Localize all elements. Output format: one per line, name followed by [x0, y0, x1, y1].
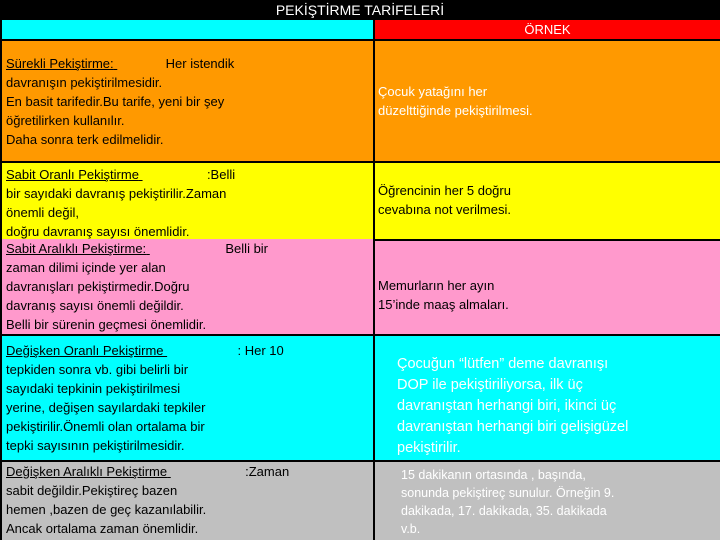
row-continuous-example: [375, 41, 720, 161]
row-continuous-definition: [2, 41, 373, 161]
row-fixed-ratio-example: [375, 163, 720, 239]
definition-line: önemli değil,: [6, 205, 79, 220]
term-variable-ratio: Değişken Oranlı Pekiştirme: [6, 343, 164, 358]
example-line: cevabına not verilmesi.: [378, 202, 511, 217]
definition-line: yerine, değişen sayılardaki tepkiler: [6, 400, 206, 415]
example-line: dakikada, 17. dakikada, 35. dakikada: [401, 504, 607, 518]
definition-lead: Belli bir: [225, 241, 269, 256]
example-line: pekiştirilir.: [397, 440, 461, 456]
definition-line: davranış sayısı önemli değildir.: [6, 298, 184, 313]
definition-line: tepki sayısının pekiştirilmesidir.: [6, 438, 185, 453]
definition-line: tepkiden sonra vb. gibi belirli bir: [6, 362, 189, 377]
definition-line: öğretilirken kullanılır.: [6, 113, 125, 128]
definition-lead: Her istendik: [165, 56, 235, 71]
example-line: Memurların her ayın: [378, 278, 495, 293]
definition-line: pekiştirilir.Önemli olan ortalama bir: [6, 419, 205, 434]
row-fixed-ratio-definition: [2, 163, 373, 239]
definition-line: Daha sonra terk edilmelidir.: [6, 132, 164, 147]
definition-lead: :Zaman: [245, 464, 290, 479]
definition-line: sayıdaki tepkinin pekiştirilmesi: [6, 381, 181, 396]
definition-line: En basit tarifedir.Bu tarife, yeni bir şey: [6, 94, 225, 109]
example-line: 15’inde maaş almaları.: [378, 297, 509, 312]
definition-line: Belli bir sürenin geçmesi önemlidir.: [6, 317, 207, 332]
definition-line: Ancak ortalama zaman önemlidir.: [6, 521, 199, 536]
term-continuous: Sürekli Pekiştirme:: [6, 56, 114, 71]
row-fixed-interval-example: [375, 241, 720, 334]
example-line: Öğrencinin her 5 doğru: [378, 183, 511, 198]
definition-line: doğru davranış sayısı önemlidir.: [6, 224, 190, 239]
row-variable-interval-example: [375, 462, 720, 540]
definition-lead: :Belli: [206, 167, 236, 182]
definition-line: davranışları pekiştirmedir.Doğru: [6, 279, 190, 294]
definition-line: zaman dilimi içinde yer alan: [6, 260, 166, 275]
table-header-example: ÖRNEK: [375, 20, 720, 39]
definition-line: bir sayıdaki davranış pekiştirilir.Zaman: [6, 186, 227, 201]
example-line: DOP ile pekiştiriliyorsa, ilk üç: [397, 377, 583, 393]
term-fixed-interval: Sabit Aralıklı Pekiştirme:: [6, 241, 147, 256]
example-line: davranıştan herhangi biri, ikinci üç: [397, 398, 617, 414]
example-line: sonunda pekiştireç sunulur. Örneğin 9.: [401, 486, 615, 500]
example-line: düzelttiğinde pekiştirilmesi.: [378, 103, 533, 118]
definition-line: hemen ,bazen de geç kazanılabilir.: [6, 502, 207, 517]
term-variable-interval: Değişken Aralıklı Pekiştirme: [6, 464, 168, 479]
definition-line: davranışın pekiştirilmesidir.: [6, 75, 163, 90]
term-fixed-ratio: Sabit Oranlı Pekiştirme: [6, 167, 139, 182]
example-line: Çocuğun “lütfen” deme davranışı: [397, 356, 609, 372]
table-header-left: [2, 20, 373, 39]
row-variable-ratio-example: [375, 336, 720, 460]
definition-line: sabit değildir.Pekiştireç bazen: [6, 483, 178, 498]
row-variable-interval-definition: [2, 462, 373, 540]
example-line: 15 dakikanın ortasında , başında,: [401, 468, 586, 482]
example-line: davranıştan herhangi biri gelişigüzel: [397, 419, 629, 435]
example-line: Çocuk yatağını her: [378, 84, 488, 99]
row-variable-ratio-definition: [2, 336, 373, 460]
example-line: v.b.: [401, 522, 421, 536]
slide-title: PEKİŞTİRME TARİFELERİ: [275, 2, 445, 18]
definition-lead: : Her 10: [237, 343, 284, 358]
row-fixed-interval-definition: [2, 239, 373, 334]
